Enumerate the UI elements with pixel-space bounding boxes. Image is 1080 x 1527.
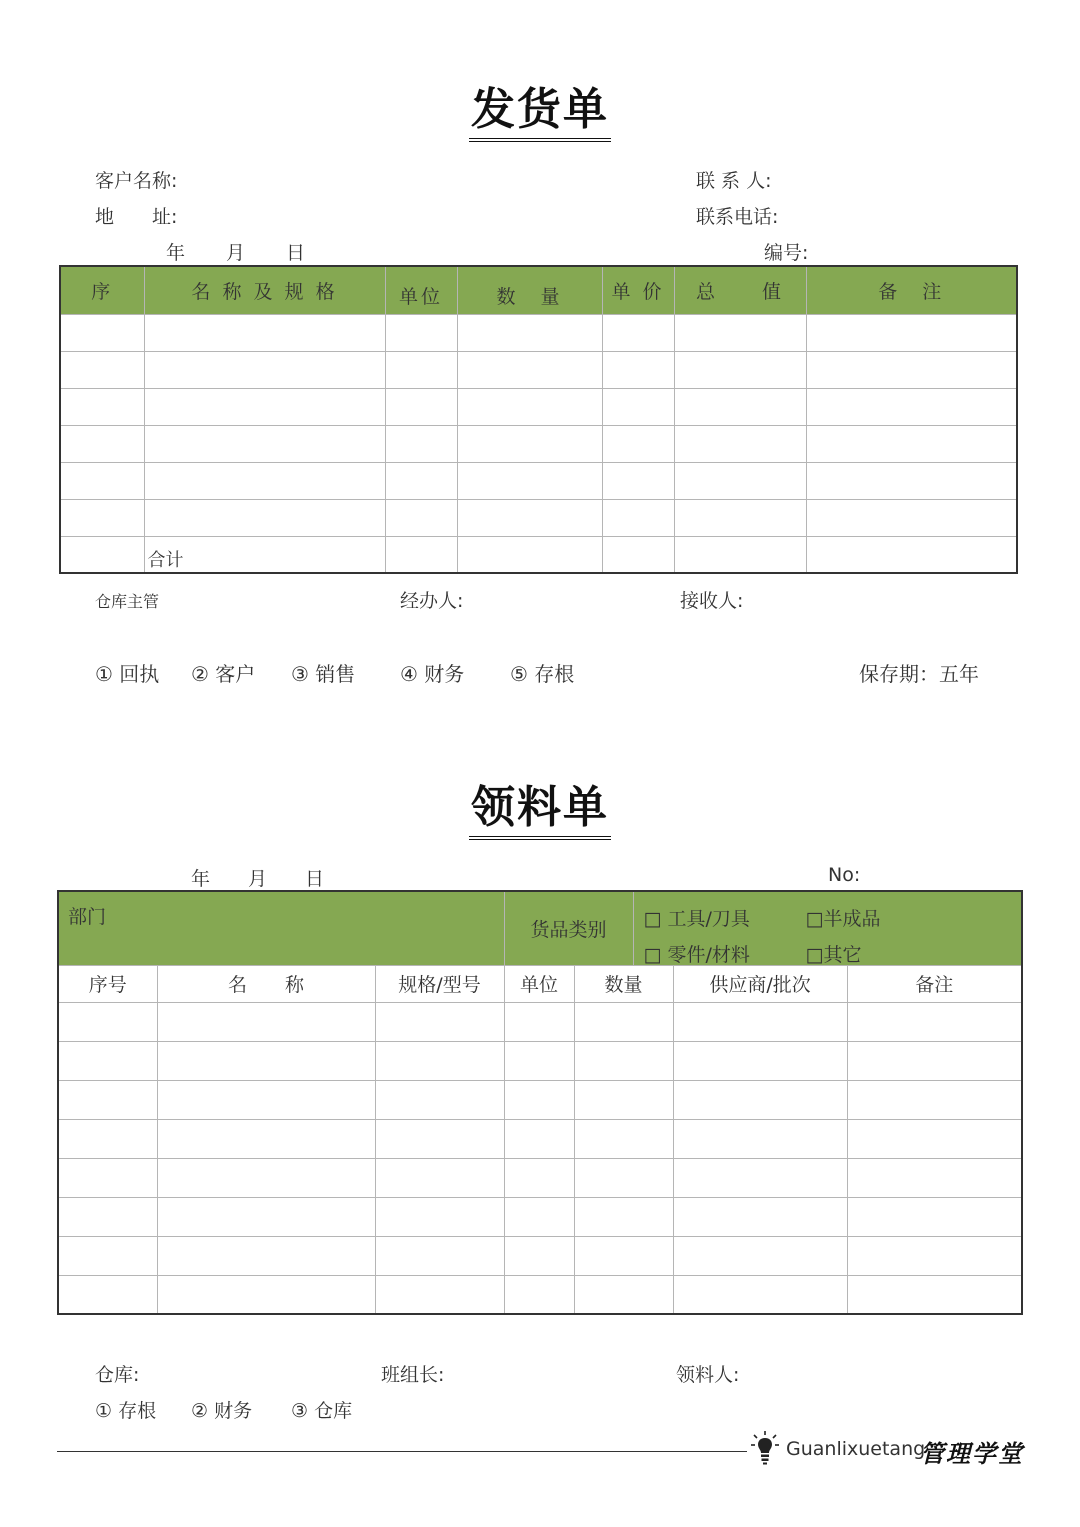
requisition-table: [57, 890, 1023, 1315]
table-cell[interactable]: [674, 462, 806, 499]
table-cell[interactable]: [375, 1158, 504, 1197]
copy-customer: ② 客户: [191, 662, 256, 686]
table-cell[interactable]: [673, 1197, 847, 1236]
table-cell[interactable]: [385, 425, 457, 462]
requisition-title: 领料单: [0, 782, 1080, 840]
table-cell[interactable]: [144, 462, 385, 499]
category-options: [633, 891, 1022, 965]
table-row: [60, 314, 1017, 351]
table-cell[interactable]: [144, 425, 385, 462]
table-cell[interactable]: [58, 1041, 157, 1080]
table-cell[interactable]: [602, 388, 674, 425]
table-cell[interactable]: [673, 1080, 847, 1119]
table-cell[interactable]: [806, 499, 1017, 536]
table-cell[interactable]: [673, 1236, 847, 1275]
table-cell[interactable]: [674, 388, 806, 425]
table-cell[interactable]: [144, 314, 385, 351]
table-cell[interactable]: [602, 462, 674, 499]
table-row: [58, 1041, 1022, 1080]
col-quantity: 数 量: [457, 266, 602, 314]
table-cell[interactable]: [673, 1275, 847, 1314]
customer-name-label: 客户名称:: [95, 170, 178, 192]
lightbulb-icon: [750, 1430, 780, 1466]
table-cell[interactable]: [375, 1080, 504, 1119]
copy-stub: ⑤ 存根: [510, 662, 575, 686]
contact-person-label: 联 系 人:: [696, 170, 772, 192]
copy-finance: ② 财务: [191, 1400, 253, 1422]
table-cell[interactable]: [144, 499, 385, 536]
table-cell[interactable]: [385, 536, 457, 573]
table-cell[interactable]: [60, 536, 144, 573]
table-cell[interactable]: [375, 1041, 504, 1080]
table-cell[interactable]: [385, 499, 457, 536]
table-cell[interactable]: [157, 1158, 375, 1197]
table-cell[interactable]: [60, 351, 144, 388]
table-cell[interactable]: [847, 1197, 1022, 1236]
table-cell[interactable]: [674, 499, 806, 536]
table-cell[interactable]: [157, 1197, 375, 1236]
table-cell[interactable]: [806, 388, 1017, 425]
col-supplier-batch: 供应商/批次: [673, 965, 847, 1002]
table-cell[interactable]: [457, 462, 602, 499]
table-cell[interactable]: [58, 1119, 157, 1158]
table-cell[interactable]: [144, 351, 385, 388]
table-cell[interactable]: [806, 314, 1017, 351]
table-cell[interactable]: [602, 536, 674, 573]
table-cell[interactable]: [602, 314, 674, 351]
table-cell[interactable]: [574, 1158, 673, 1197]
table-row: [58, 1197, 1022, 1236]
delivery-table-header: [60, 266, 1017, 314]
copy-stub: ① 存根: [95, 1400, 157, 1422]
date-month-label: 月: [226, 242, 246, 264]
table-cell[interactable]: [157, 1119, 375, 1158]
table-cell[interactable]: [847, 1275, 1022, 1314]
table-cell[interactable]: [847, 1236, 1022, 1275]
table-row: [58, 1275, 1022, 1314]
table-cell[interactable]: [157, 1080, 375, 1119]
total-row: [60, 536, 1017, 573]
table-row: [60, 499, 1017, 536]
option-parts[interactable]: □ 零件/材料: [643, 944, 750, 967]
table-cell[interactable]: [673, 1041, 847, 1080]
table-row: [60, 388, 1017, 425]
table-cell[interactable]: [674, 351, 806, 388]
table-cell[interactable]: [504, 1275, 574, 1314]
date-year-label: 年: [166, 242, 186, 264]
table-cell[interactable]: [60, 425, 144, 462]
day-blank[interactable]: [267, 870, 305, 891]
table-cell[interactable]: [375, 1002, 504, 1041]
table-cell[interactable]: [375, 1197, 504, 1236]
col-unit-price: 单 价: [602, 266, 674, 314]
delivery-table: [59, 265, 1018, 574]
table-cell[interactable]: [847, 1119, 1022, 1158]
table-cell[interactable]: [58, 1080, 157, 1119]
table-cell[interactable]: [504, 1197, 574, 1236]
table-cell[interactable]: [504, 1002, 574, 1041]
requisition-category-row: [58, 891, 1022, 928]
table-cell[interactable]: [847, 1080, 1022, 1119]
table-cell[interactable]: [457, 351, 602, 388]
col-quantity: 数量: [574, 965, 673, 1002]
col-seq-no: 序号: [58, 965, 157, 1002]
col-unit: 单位: [385, 266, 457, 314]
table-cell[interactable]: [58, 1236, 157, 1275]
table-cell[interactable]: [673, 1158, 847, 1197]
table-cell[interactable]: [806, 425, 1017, 462]
date-day-label: 日: [286, 242, 306, 264]
table-row: [58, 1236, 1022, 1275]
handler-label: 经办人:: [400, 590, 464, 612]
delivery-title: 发货单: [0, 84, 1080, 142]
table-cell[interactable]: [58, 1158, 157, 1197]
table-cell[interactable]: [375, 1236, 504, 1275]
category-label: 货品类别: [504, 891, 633, 965]
table-cell[interactable]: [385, 388, 457, 425]
table-cell[interactable]: [375, 1275, 504, 1314]
col-name: 名 称: [157, 965, 375, 1002]
table-cell[interactable]: [457, 499, 602, 536]
table-row: [60, 462, 1017, 499]
col-remark: 备注: [847, 965, 1022, 1002]
option-semi-finished[interactable]: □半成品: [805, 908, 881, 931]
table-cell[interactable]: [457, 388, 602, 425]
warehouse-label: 仓库:: [95, 1364, 140, 1386]
warehouse-manager-label: 仓库主管: [95, 592, 160, 611]
table-cell[interactable]: [806, 351, 1017, 388]
contact-phone-label: 联系电话:: [696, 206, 779, 228]
copy-sales: ③ 销售: [291, 662, 356, 686]
table-cell[interactable]: [674, 314, 806, 351]
table-cell[interactable]: [674, 536, 806, 573]
table-row: [60, 351, 1017, 388]
table-cell[interactable]: [58, 1197, 157, 1236]
table-cell[interactable]: [847, 1002, 1022, 1041]
table-cell[interactable]: [157, 1002, 375, 1041]
table-row: [58, 1119, 1022, 1158]
table-cell[interactable]: [385, 462, 457, 499]
number-label: 编号:: [764, 242, 809, 264]
col-remark: 备 注: [806, 266, 1017, 314]
table-cell[interactable]: [157, 1236, 375, 1275]
col-unit: 单位: [504, 965, 574, 1002]
table-cell[interactable]: [504, 1041, 574, 1080]
address-label: 地 址:: [95, 206, 178, 228]
department-label: 部门: [58, 891, 504, 965]
table-row: [58, 1080, 1022, 1119]
requisition-table-header: [58, 965, 1022, 1002]
table-cell[interactable]: [602, 351, 674, 388]
option-other[interactable]: □其它: [805, 944, 862, 967]
retention-period: 保存期：五年: [859, 662, 979, 686]
table-cell[interactable]: [157, 1275, 375, 1314]
table-cell[interactable]: [504, 1236, 574, 1275]
month-blank[interactable]: [210, 870, 248, 891]
requisition-date: 年 月 日: [95, 864, 324, 891]
table-cell[interactable]: [673, 1002, 847, 1041]
col-total: 总 值: [674, 266, 806, 314]
table-row: [58, 1158, 1022, 1197]
table-cell[interactable]: [674, 425, 806, 462]
material-receiver-label: 领料人:: [676, 1364, 740, 1386]
table-cell[interactable]: [602, 425, 674, 462]
table-cell[interactable]: [58, 1002, 157, 1041]
table-cell[interactable]: [457, 314, 602, 351]
table-cell[interactable]: [574, 1119, 673, 1158]
col-seq: 序: [60, 266, 144, 314]
table-cell[interactable]: [574, 1080, 673, 1119]
table-cell[interactable]: [385, 351, 457, 388]
copy-warehouse: ③ 仓库: [291, 1400, 353, 1422]
table-cell[interactable]: [673, 1119, 847, 1158]
table-cell[interactable]: [60, 314, 144, 351]
table-cell[interactable]: [385, 314, 457, 351]
table-cell[interactable]: [60, 462, 144, 499]
table-cell[interactable]: [574, 1197, 673, 1236]
brand-name: Guanlixuetang: [786, 1438, 926, 1460]
table-cell[interactable]: [60, 388, 144, 425]
receiver-label: 接收人:: [680, 590, 744, 612]
table-cell[interactable]: [457, 425, 602, 462]
no-label: No:: [828, 864, 861, 886]
copy-receipt: ① 回执: [95, 662, 160, 686]
table-cell[interactable]: [806, 462, 1017, 499]
brand-cn: 管理学堂: [920, 1439, 1024, 1468]
table-cell[interactable]: [504, 1080, 574, 1119]
table-row: [60, 425, 1017, 462]
year-blank[interactable]: [95, 870, 191, 891]
table-cell[interactable]: [58, 1275, 157, 1314]
table-cell[interactable]: [574, 1236, 673, 1275]
table-cell[interactable]: [457, 536, 602, 573]
col-name-spec: 名 称 及 规 格: [144, 266, 385, 314]
table-cell[interactable]: [504, 1119, 574, 1158]
table-cell[interactable]: [504, 1158, 574, 1197]
table-cell[interactable]: [847, 1041, 1022, 1080]
table-cell[interactable]: [574, 1041, 673, 1080]
table-cell[interactable]: [144, 388, 385, 425]
table-row: [58, 1002, 1022, 1041]
total-label: 合计: [144, 536, 385, 573]
table-cell[interactable]: [375, 1119, 504, 1158]
table-cell[interactable]: [574, 1002, 673, 1041]
footer-divider: [57, 1451, 747, 1452]
table-cell[interactable]: [157, 1041, 375, 1080]
table-cell[interactable]: [806, 536, 1017, 573]
table-cell[interactable]: [847, 1158, 1022, 1197]
copy-finance: ④ 财务: [400, 662, 465, 686]
table-cell[interactable]: [60, 499, 144, 536]
team-leader-label: 班组长:: [381, 1364, 445, 1386]
table-cell[interactable]: [602, 499, 674, 536]
table-cell[interactable]: [574, 1275, 673, 1314]
option-tools[interactable]: □ 工具/刀具: [643, 908, 750, 931]
col-spec-model: 规格/型号: [375, 965, 504, 1002]
